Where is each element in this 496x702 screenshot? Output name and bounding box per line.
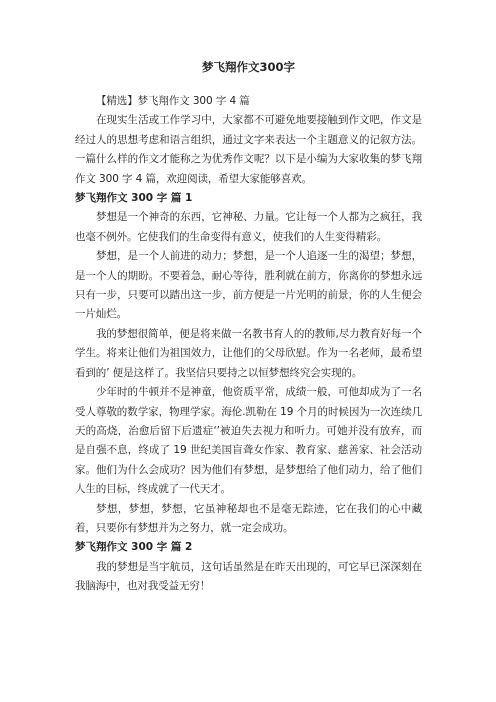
section-paragraph: 梦想是一个神奇的东西，它神秘、力量。它让每一个人都为之疯狂，我也毫不例外。它使我们的生命变得有意义，使我们的人生变得精彩。 xyxy=(75,211,422,243)
section-paragraph: 我的梦想是当宇航员，这句话虽然是在昨天出现的，可它早已深深刻在我脑海中，也对我受益无穷！ xyxy=(75,560,422,593)
section-heading: 梦飞翔作文 300 字 篇 1 xyxy=(75,192,193,205)
section-2 xyxy=(75,538,422,596)
section-paragraph: 梦想，梦想，梦想，它虽神秘却也不是毫无踪迹，它在我们的心中藏着，只要你有梦想并为之努力，就一定会成功。 xyxy=(75,502,422,534)
section-paragraph: 我的梦想很简单，便是将来做一名教书育人的的教师,尽力教育好每一个学生。将来让他们为祖国效力，让他们的父母欣慰。作为一名老师，最希望看到的’ 便是这样了。我坚信只要持之以恒梦想终究会实现的。 xyxy=(75,327,422,379)
intro-paragraph: 在现实生活或工作学习中，大家都不可避免地要接触到作文吧，作文是经过人的思想考虑和语言组织，通过文字来表达一个主题意义的记叙方法。一篇什么样的作文才能称之为优秀作文呢？以下是小编为大家收集的梦飞翔作文 300 字 4 篇，欢迎阅读，希望大家能够喜欢。 xyxy=(75,114,422,185)
section-paragraph: 少年时的牛顿并不是神童，他资质平常，成绩一般，可他却成为了一名受人尊敬的数学家，物理学家。海伦.凯勒在 19 个月的时候因为一次连续几天的高烧，治愈后留下后遗症‘’被迫失去视力和听力。可她并没有放弃，而是自强不息，终成了 19 世纪美国盲聋女作家、教育家、慈善家、社会活动家。他们为什么会成功？因为他们有梦想，是梦想给了他们动力，给了他们人生的目标，终成就了一代天才。 xyxy=(75,386,422,496)
document-title: 梦飞翔作文300字 xyxy=(201,60,295,74)
section-heading: 梦飞翔作文 300 字 篇 2 xyxy=(75,541,193,554)
section-1 xyxy=(75,189,422,538)
intro-subtitle: 【精选】梦飞翔作文 300 字 4 篇 xyxy=(96,95,250,107)
section-paragraph: 梦想，是一个人前进的动力；梦想，是一个人追逐一生的渴望；梦想，是一个人的期盼。不要着急，耐心等待，胜利就在前方，你离你的梦想永远只有一步，只要可以踏出这一步，前方便是一片光明的前景，你的人生便会一片灿烂。 xyxy=(75,250,422,321)
